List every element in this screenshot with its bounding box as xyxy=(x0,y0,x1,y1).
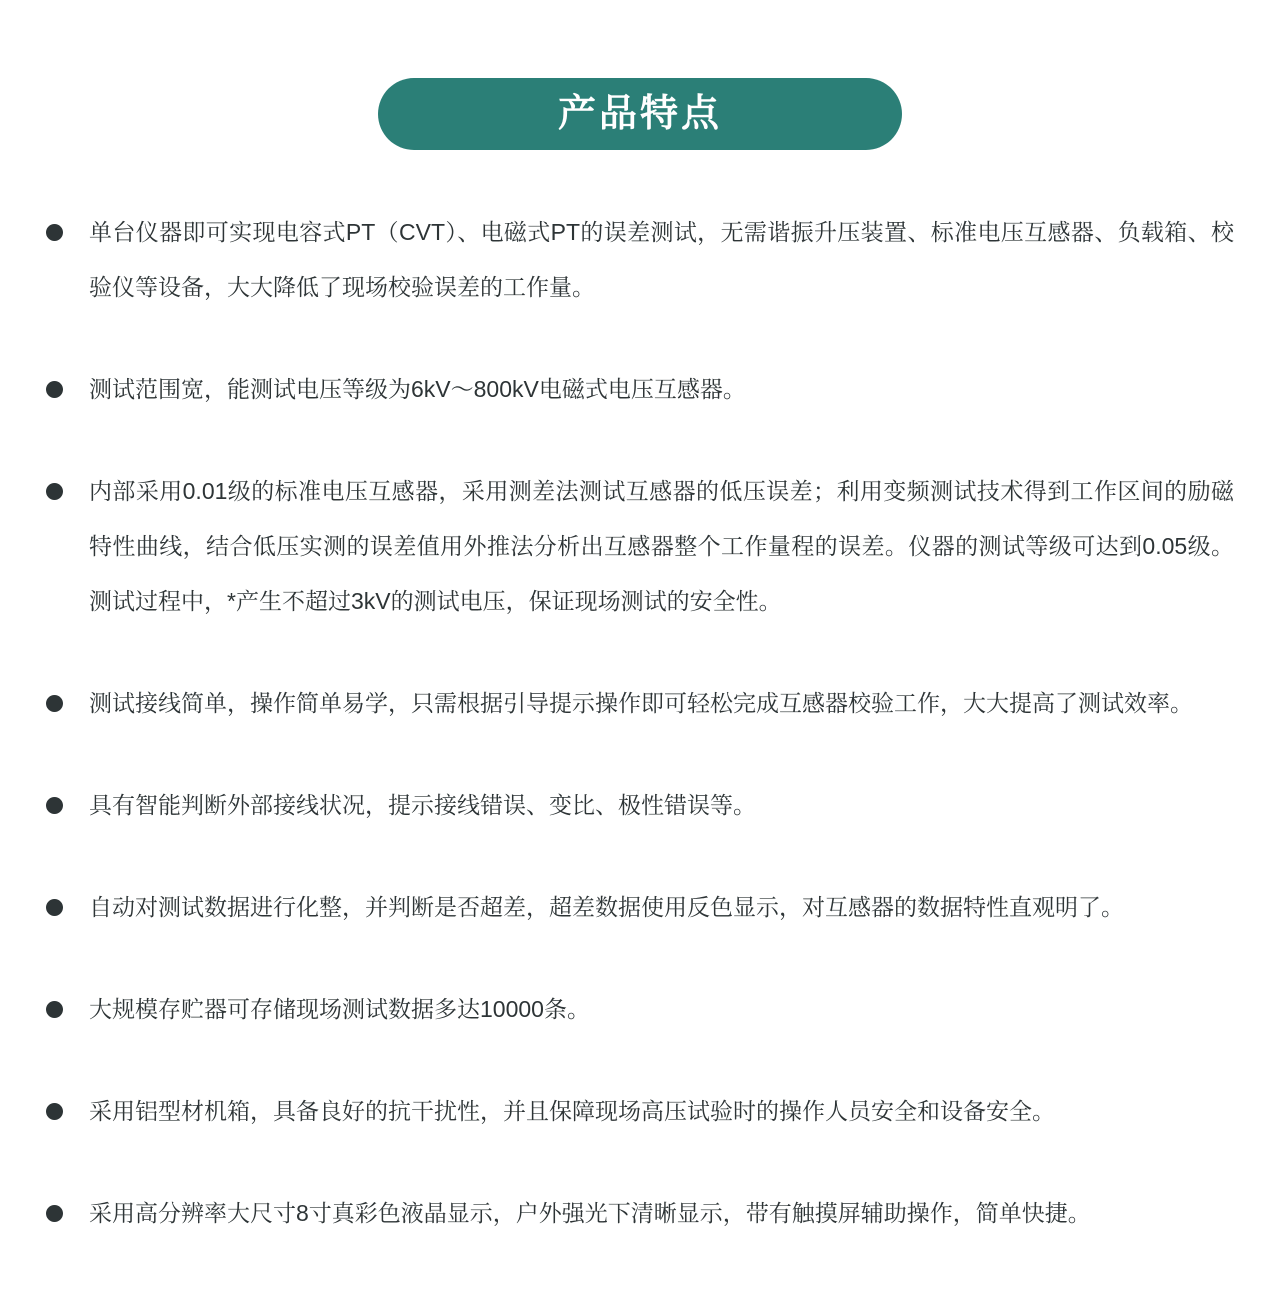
feature-item xyxy=(46,880,1234,935)
feature-item xyxy=(46,778,1234,833)
feature-item xyxy=(46,982,1234,1037)
feature-text: 测试接线简单，操作简单易学，只需根据引导提示操作即可轻松完成互感器校验工作，大大提高了测试效率。 xyxy=(89,690,1193,716)
feature-text: 测试范围宽，能测试电压等级为6kV～800kV电磁式电压互感器。 xyxy=(89,376,746,402)
feature-text: 单台仪器即可实现电容式PT（CVT）、电磁式PT的误差测试，无需谐振升压装置、标准电压互感器、负载箱、校验仪等设备，大大降低了现场校验误差的工作量。 xyxy=(89,219,1234,300)
bullet-icon xyxy=(46,797,63,814)
feature-text: 内部采用0.01级的标准电压互感器，采用测差法测试互感器的低压误差；利用变频测试技术得到工作区间的励磁特性曲线，结合低压实测的误差值用外推法分析出互感器整个工作量程的误差。仪器的测试等级可达到0.05级。测试过程中，*产生不超过3kV的测试电压，保证现场测试的安全性。 xyxy=(89,478,1234,614)
section-title-pill xyxy=(378,78,902,150)
bullet-icon xyxy=(46,483,63,500)
bullet-icon xyxy=(46,695,63,712)
feature-item xyxy=(46,362,1234,417)
feature-text: 大规模存贮器可存储现场测试数据多达10000条。 xyxy=(89,996,590,1022)
bullet-icon xyxy=(46,899,63,916)
feature-item xyxy=(46,1186,1234,1241)
feature-text: 采用铝型材机箱，具备良好的抗干扰性，并且保障现场高压试验时的操作人员安全和设备安全。 xyxy=(89,1098,1055,1124)
feature-item xyxy=(46,464,1234,629)
feature-item xyxy=(46,1084,1234,1139)
bullet-icon xyxy=(46,1205,63,1222)
bullet-icon xyxy=(46,1103,63,1120)
bullet-icon xyxy=(46,381,63,398)
feature-text: 采用高分辨率大尺寸8寸真彩色液晶显示，户外强光下清晰显示，带有触摸屏辅助操作，简单快捷。 xyxy=(89,1200,1091,1226)
feature-text: 具有智能判断外部接线状况，提示接线错误、变比、极性错误等。 xyxy=(89,792,756,818)
feature-list xyxy=(0,205,1280,1241)
feature-text: 自动对测试数据进行化整，并判断是否超差，超差数据使用反色显示，对互感器的数据特性直观明了。 xyxy=(89,894,1124,920)
feature-item xyxy=(46,205,1234,315)
bullet-icon xyxy=(46,224,63,241)
section-title: 产品特点 xyxy=(557,93,722,135)
bullet-icon xyxy=(46,1001,63,1018)
feature-item xyxy=(46,676,1234,731)
